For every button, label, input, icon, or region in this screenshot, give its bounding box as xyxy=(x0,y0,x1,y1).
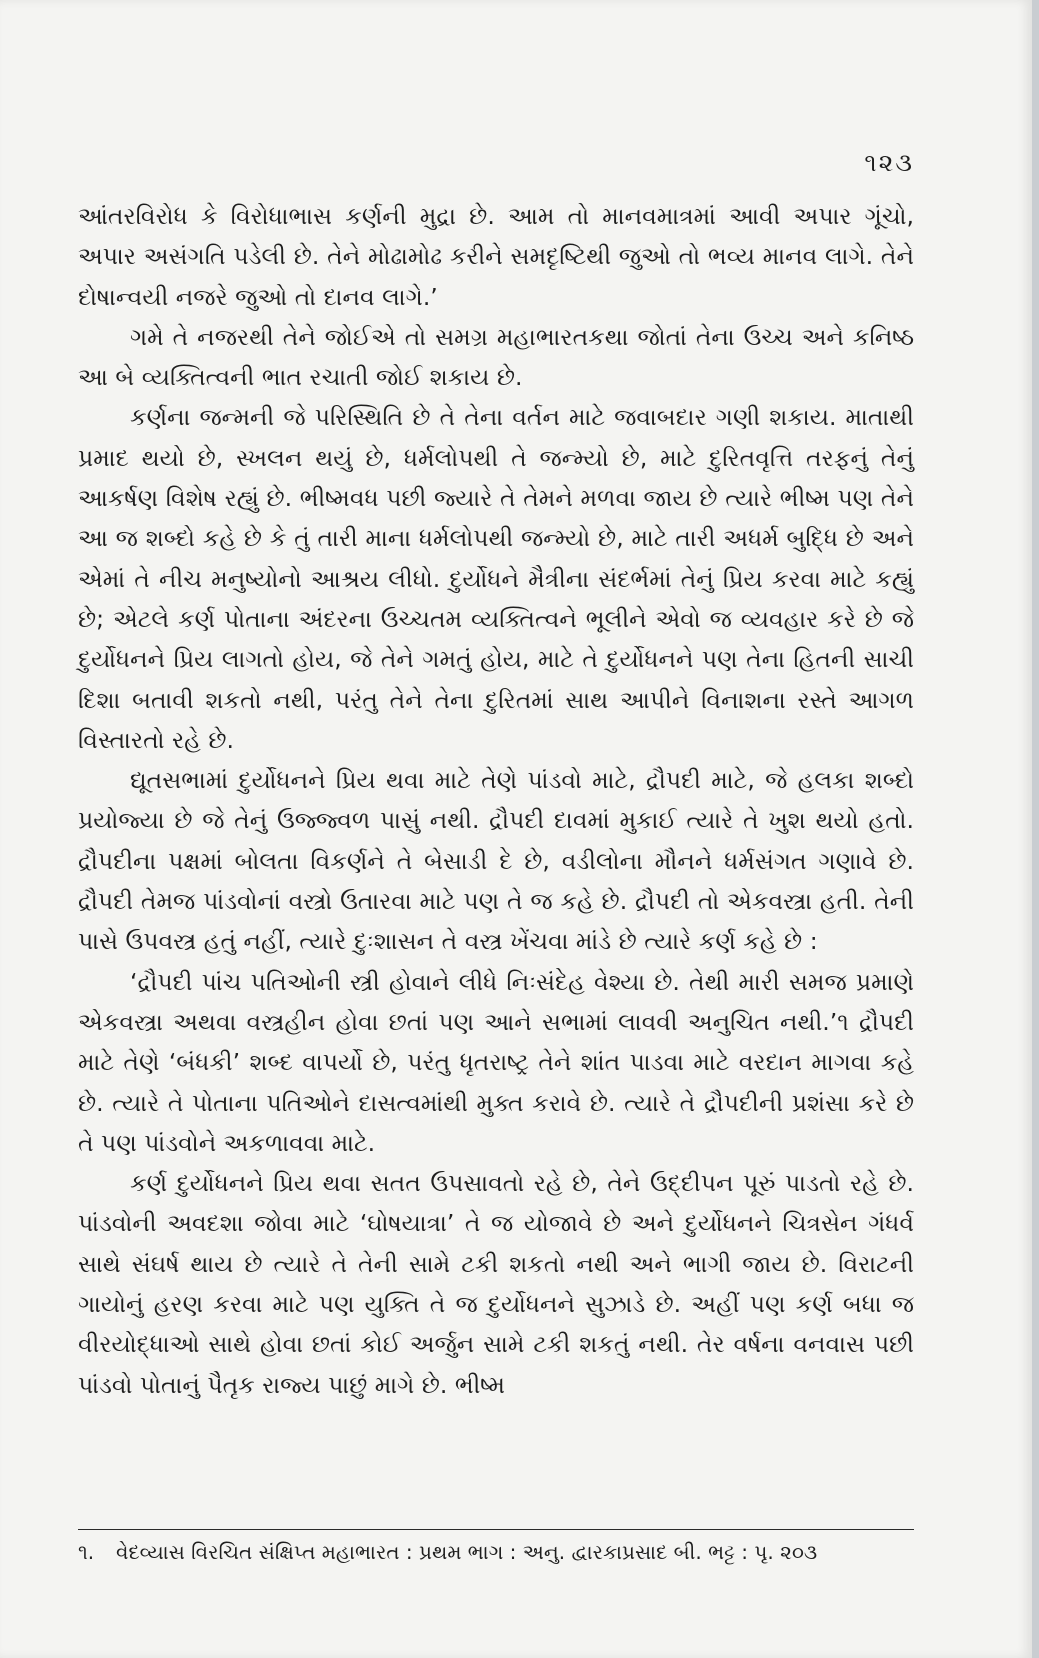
body-text xyxy=(78,196,914,1405)
footnote xyxy=(78,1537,914,1567)
paragraph-5-quote: ‘દ્રૌપદી પાંચ પતિઓની સ્ત્રી હોવાને લીધે નિઃસંદેહ વેશ્યા છે. તેથી મારી સમજ પ્રમાણે એકવસ્ત્રા અથવા વસ્ત્રહીન હોવા છતાં પણ આને સભામાં લાવવી અનુચિત નથી.’૧ દ્રૌપદી માટે તેણે ‘બંધકી’ શબ્દ વાપર્યો છે, પરંતુ ધૃતરાષ્ટ્ર તેને શાંત પાડવા માટે વરદાન માગવા કહે છે. ત્યારે તે પોતાના પતિઓને દાસત્વમાંથી મુક્ત કરાવે છે. ત્યારે તે દ્રૌપદીની પ્રશંસા કરે છે તે પણ પાંડવોને અકળાવવા માટે. xyxy=(78,967,914,1157)
footnote-text: વેદવ્યાસ વિરચિત સંક્ષિપ્ત મહાભારત : પ્રથમ ભાગ : અનુ. દ્વારકાપ્રસાદ બી. ભટ્ટ : પૃ. ૨૦૩ xyxy=(116,1540,818,1564)
page-number: ૧૨૩ xyxy=(864,148,914,177)
page-edge xyxy=(1032,0,1039,1658)
paragraph-6: કર્ણ દુર્યોધનને પ્રિય થવા સતત ઉપસાવતો રહે છે, તેને ઉદ્દીપન પૂરું પાડતો રહે છે. પાંડવોની અવદશા જોવા માટે ‘ઘોષયાત્રા’ તે જ યોજાવે છે અને દુર્યોધનને ચિત્રસેન ગંધર્વ સાથે સંઘર્ષ થાય છે ત્યારે તે તેની સામે ટકી શકતો નથી અને ભાગી જાય છે. વિરાટની ગાયોનું હરણ કરવા માટે પણ યુક્તિ તે જ દુર્યોધનને સુઝાડે છે. અહીં પણ કર્ણ બધા જ વીરયોદ્ધાઓ સાથે હોવા છતાં કોઈ અર્જુન સામે ટકી શકતું નથી. તેર વર્ષના વનવાસ પછી પાંડવો પોતાનું પૈતૃક રાજ્ય પાછું માગે છે. ભીષ્મ xyxy=(78,1169,914,1399)
paragraph-1: આંતરવિરોધ કે વિરોધાભાસ કર્ણની મુદ્રા છે. આમ તો માનવમાત્રમાં આવી અપાર ગૂંચો, અપાર અસંગતિ પડેલી છે. તેને મોઢામોઢ કરીને સમદૃષ્ટિથી જુઓ તો ભવ્ય માનવ લાગે. તેને દોષાન્વયી નજરે જુઓ તો દાનવ લાગે.’ xyxy=(78,202,914,311)
paragraph-4: દ્યૂતસભામાં દુર્યોધનને પ્રિય થવા માટે તેણે પાંડવો માટે, દ્રૌપદી માટે, જે હલકા શબ્દો પ્રયોજ્યા છે જે તેનું ઉજ્જ્વળ પાસું નથી. દ્રૌપદી દાવમાં મુકાઈ ત્યારે તે ખુશ થયો હતો. દ્રૌપદીના પક્ષમાં બોલતા વિકર્ણને તે બેસાડી દે છે, વડીલોના મૌનને ધર્મસંગત ગણાવે છે. દ્રૌપદી તેમજ પાંડવોનાં વસ્ત્રો ઉતારવા માટે પણ તે જ કહે છે. દ્રૌપદી તો એકવસ્ત્રા હતી. તેની પાસે ઉપવસ્ત્ર હતું નહીં, ત્યારે દુઃશાસન તે વસ્ત્ર ખેંચવા માંડે છે ત્યારે કર્ણ કહે છે : xyxy=(78,766,914,956)
paragraph-3: કર્ણના જન્મની જે પરિસ્થિતિ છે તે તેના વર્તન માટે જવાબદાર ગણી શકાય. માતાથી પ્રમાદ થયો છે, સ્ખલન થયું છે, ધર્મલોપથી તે જન્મ્યો છે, માટે દુરિતવૃત્તિ તરફનું તેનું આકર્ષણ વિશેષ રહ્યું છે. ભીષ્મવધ પછી જ્યારે તે તેમને મળવા જાય છે ત્યારે ભીષ્મ પણ તેને આ જ શબ્દો કહે છે કે તું તારી માના ધર્મલોપથી જન્મ્યો છે, માટે તારી અધર્મ બુદ્ધિ છે અને એમાં તે નીચ મનુષ્યોનો આશ્રય લીધો. દુર્યોધને મૈત્રીના સંદર્ભમાં તેનું પ્રિય કરવા માટે કહ્યું છે; એટલે કર્ણ પોતાના અંદરના ઉચ્ચતમ વ્યક્તિત્વને ભૂલીને એવો જ વ્યવહાર કરે છે જે દુર્યોધનને પ્રિય લાગતો હોય, જે તેને ગમતું હોય, માટે તે દુર્યોધનને પણ તેના હિતની સાચી દિશા બતાવી શકતો નથી, પરંતુ તેને તેના દુરિતમાં સાથ આપીને વિનાશના રસ્તે આગળ વિસ્તારતો રહે છે. xyxy=(78,403,914,754)
footnote-divider xyxy=(78,1529,914,1530)
footnote-marker: ૧. xyxy=(78,1540,95,1564)
paragraph-2: ગમે તે નજરથી તેને જોઈએ તો સમગ્ર મહાભારતકથા જોતાં તેના ઉચ્ચ અને કનિષ્ઠ આ બે વ્યક્તિત્વની ભાત રચાતી જોઈ શકાય છે. xyxy=(78,322,914,392)
